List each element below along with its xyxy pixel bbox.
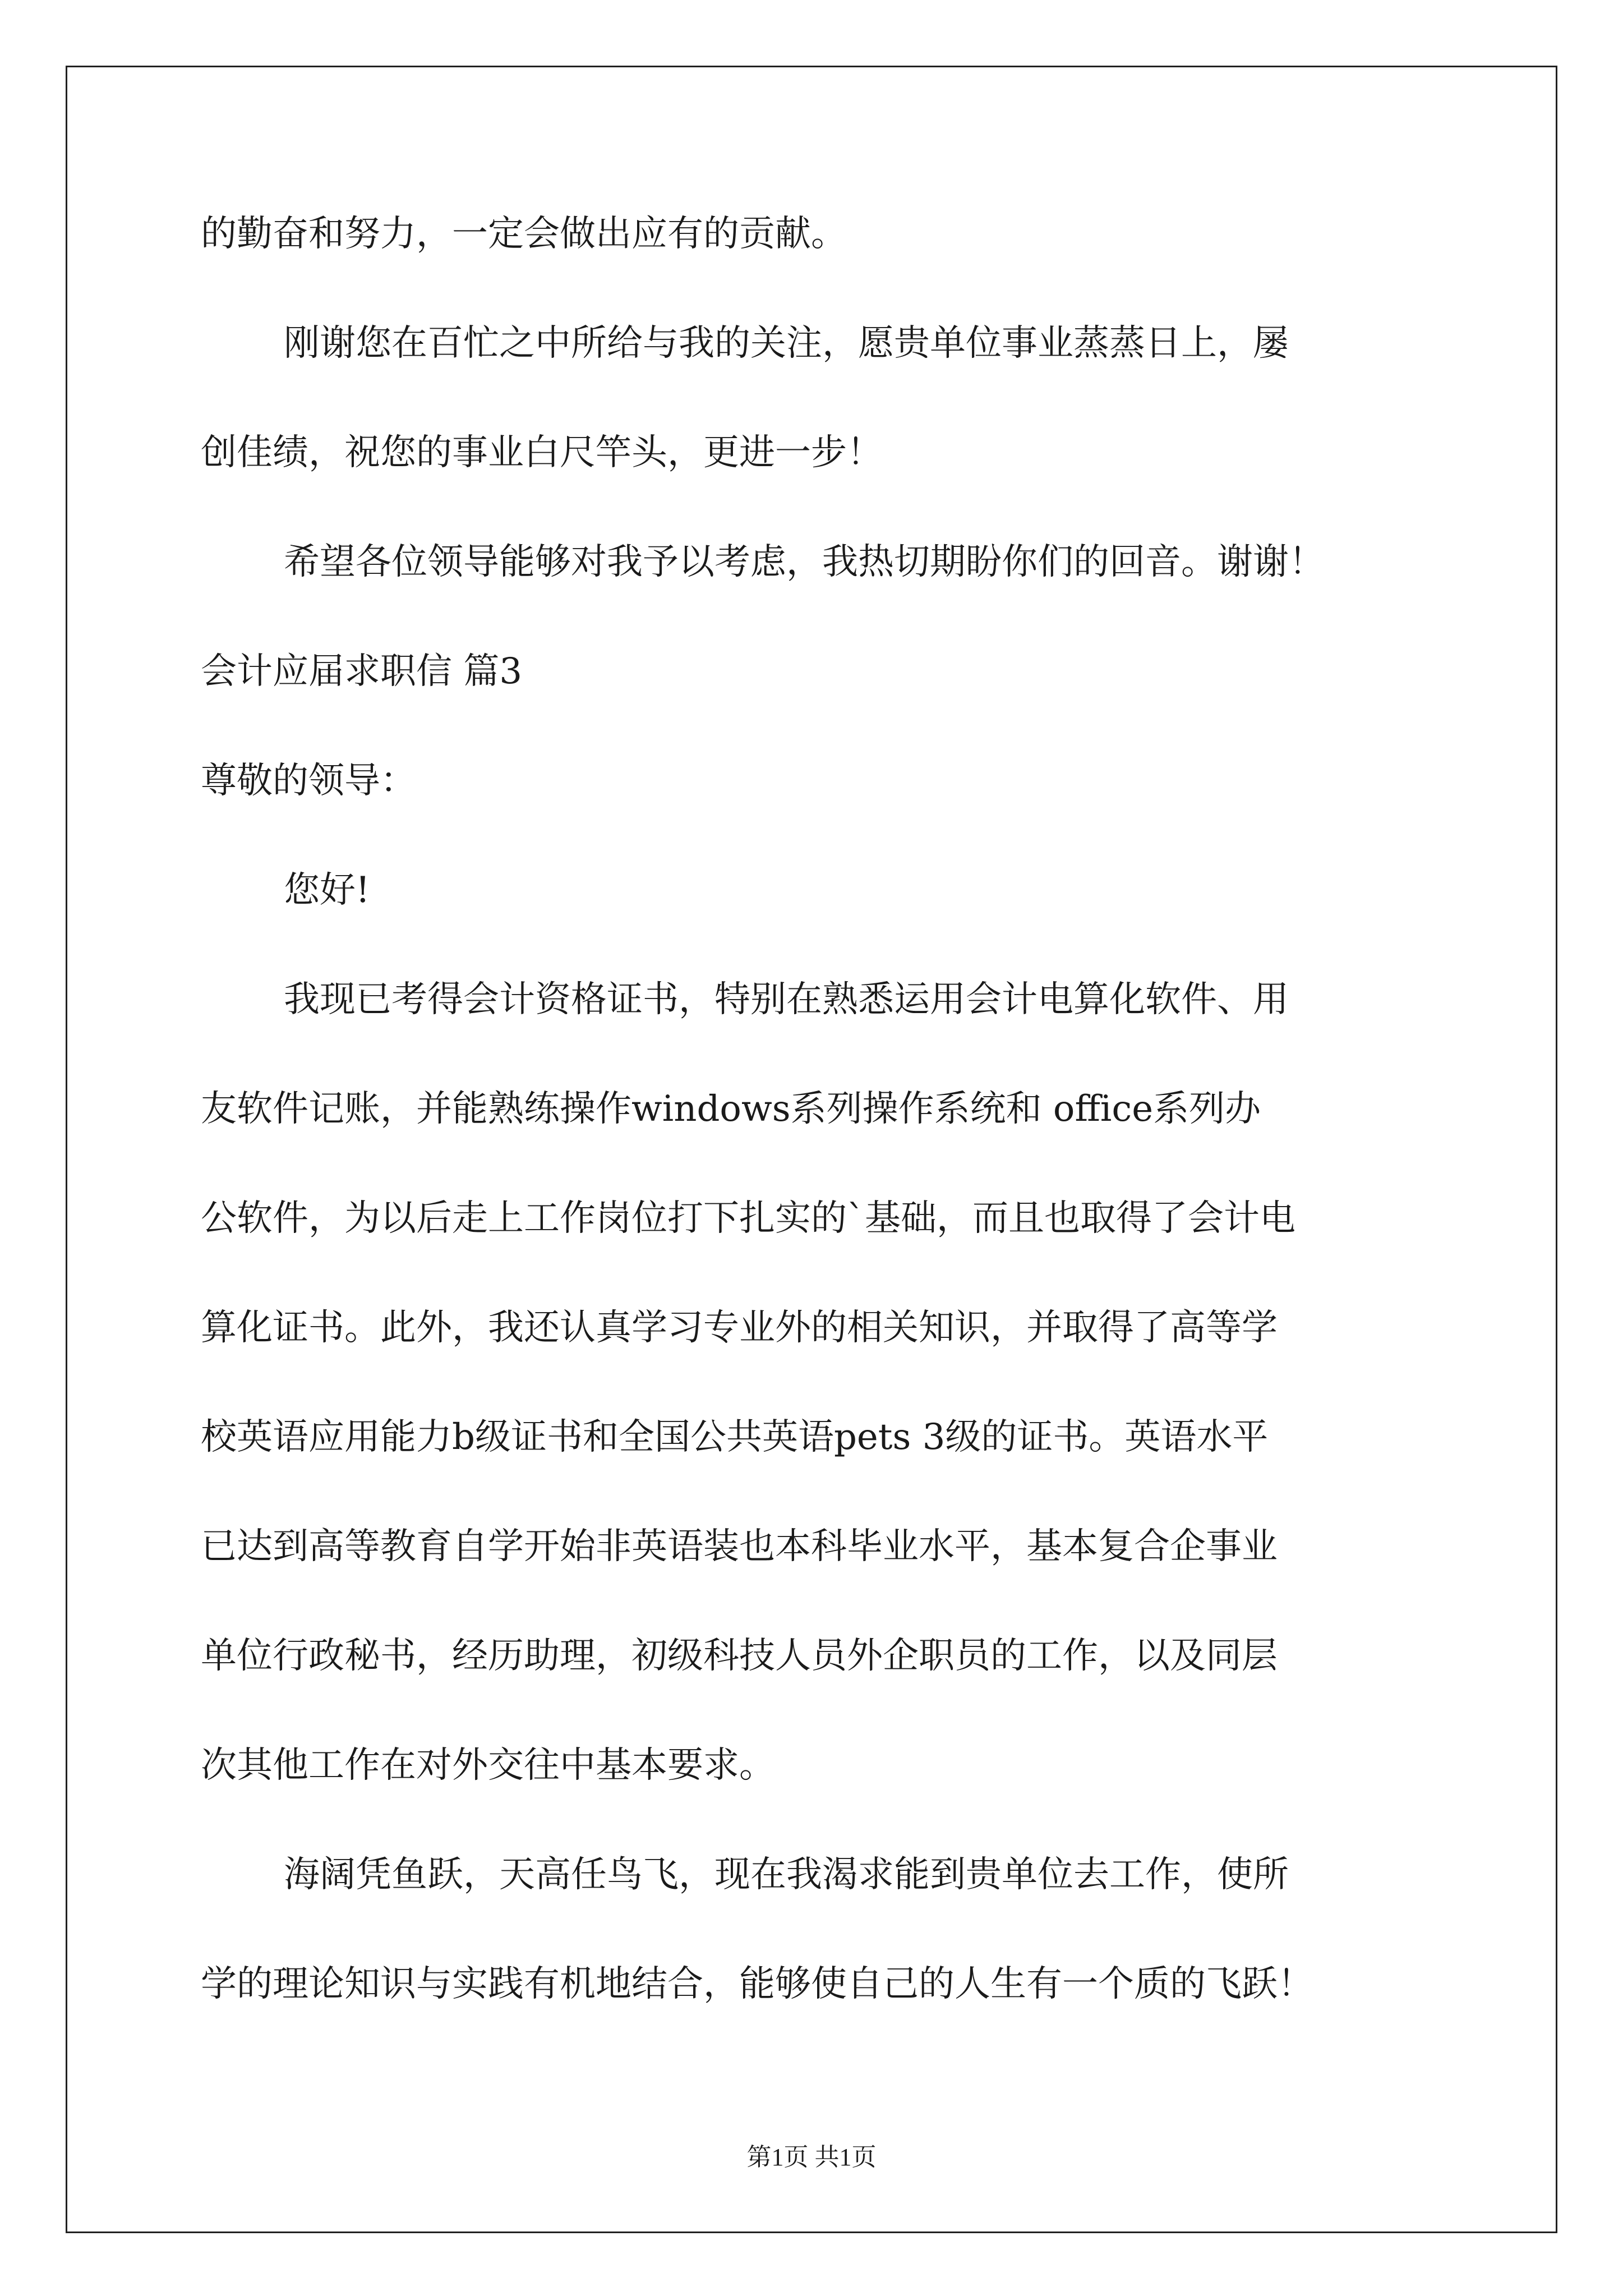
salutation: 尊敬的领导：	[201, 760, 416, 802]
paragraph-line: 单位行政秘书，经历助理，初级科技人员外企职员的工作，以及同层	[201, 1635, 1278, 1677]
paragraph-line: 创佳绩，祝您的事业白尺竿头，更进一步！	[201, 432, 883, 473]
paragraph-line: 学的理论知识与实践有机地结合，能够使自己的人生有一个质的飞跃！	[201, 1963, 1313, 2005]
paragraph-line: 已达到高等教育自学开始非英语装也本科毕业水平，基本复合企事业	[201, 1526, 1278, 1567]
greeting: 您好!	[284, 869, 370, 911]
paragraph-line: 次其他工作在对外交往中基本要求。	[201, 1745, 775, 1786]
document-body	[201, 208, 1435, 2011]
paragraph-line: 算化证书。此外，我还认真学习专业外的相关知识，并取得了高等学	[201, 1307, 1278, 1349]
section-heading: 会计应届求职信 篇3	[201, 651, 523, 692]
paragraph-line: 校英语应用能力b级证书和全国公共英语pets 3级的证书。英语水平	[201, 1416, 1269, 1458]
paragraph-line: 友软件记账，并能熟练操作windows系列操作系统和 office系列办	[201, 1088, 1261, 1130]
paragraph-line: 的勤奋和努力，一定会做出应有的贡献。	[201, 213, 847, 255]
paragraph-line: 我现已考得会计资格证书，特别在熟悉运用会计电算化软件、用	[284, 979, 1289, 1020]
paragraph-line: 公软件，为以后走上工作岗位打下扎实的`基础，而且也取得了会计电	[201, 1198, 1295, 1239]
paragraph-line: 希望各位领导能够对我予以考虑，我热切期盼你们的回音。谢谢！	[284, 541, 1325, 583]
paragraph-line: 刚谢您在百忙之中所给与我的关注，愿贵单位事业蒸蒸日上，屡	[284, 323, 1289, 364]
page-number-footer: 第1页 共1页	[746, 2143, 877, 2171]
paragraph-line: 海阔凭鱼跃，天高任鸟飞，现在我渴求能到贵单位去工作，使所	[284, 1854, 1289, 1895]
